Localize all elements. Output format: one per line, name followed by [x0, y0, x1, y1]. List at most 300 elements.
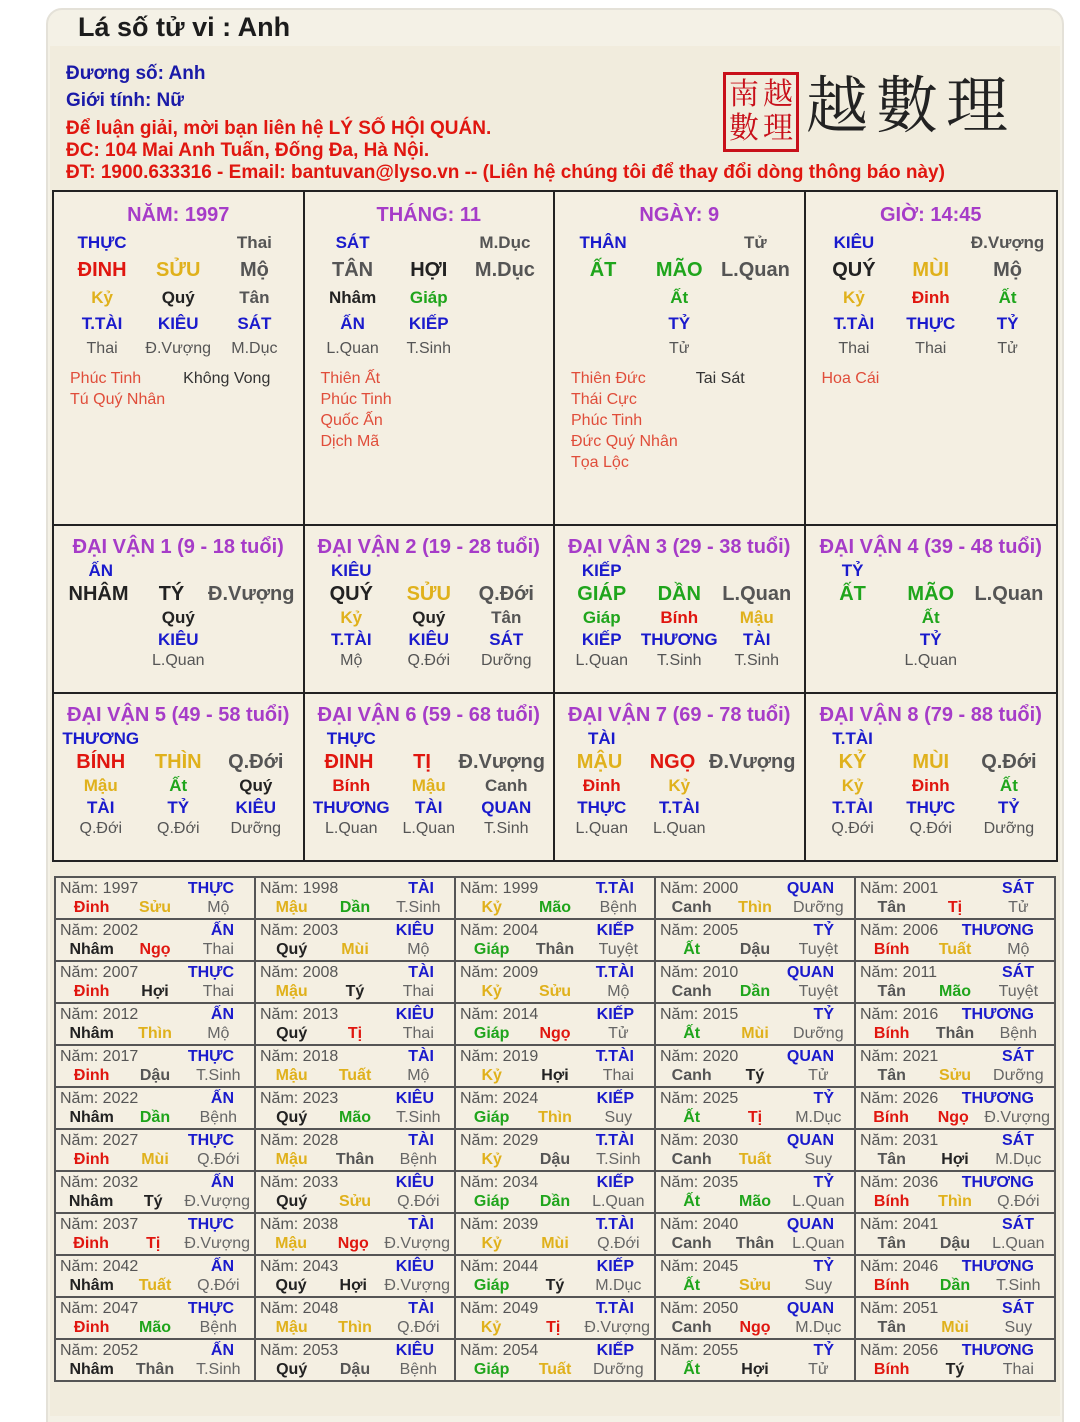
year-label: Năm: 2010: [660, 964, 739, 981]
hidden-stems-cell: Kỷ: [340, 608, 363, 627]
year-label: Năm: 2003: [260, 922, 339, 939]
life-stage-cell: Q.Đới: [79, 820, 122, 837]
hidden-ten-gods-cell: ẤN: [340, 314, 365, 333]
hidden-stems-cell: Giáp: [409, 288, 448, 307]
year-ten-god: SÁT: [1002, 880, 1034, 897]
hidden-ten-gods-cell: T.TÀI: [833, 314, 875, 333]
hidden-ten-gods-cell: THƯƠNG: [640, 630, 718, 649]
table-row: [55, 1255, 1055, 1297]
year-cell: [455, 919, 655, 961]
hidden-stems-cell: Kỷ: [91, 288, 113, 307]
dai-van-ten-god-cell: [390, 561, 468, 581]
year-life-stage: Thai: [202, 941, 234, 958]
year-branch: Tý: [345, 983, 365, 1000]
brand-calligraphy: 越數理: [806, 69, 1017, 142]
life-stage-cell: Dưỡng: [230, 820, 282, 837]
year-stem: Tân: [877, 1235, 906, 1252]
owner-name: Đương số: Anh: [66, 63, 206, 84]
dai-van-ten-god-cell: [641, 729, 719, 749]
year-cell: [655, 1045, 855, 1087]
year-branch: Mùi: [341, 941, 369, 958]
year-stem: Giáp: [473, 1361, 510, 1378]
life-stage-cell: L.Quan: [325, 820, 378, 837]
auspicious-star: Thiên Đức: [571, 370, 646, 387]
year-label: Năm: 2008: [260, 964, 339, 981]
hidden-stems-cell: Ất: [670, 288, 689, 307]
year-branch: Dần: [539, 1193, 571, 1210]
year-branch: Tuất: [138, 1277, 172, 1294]
year-ten-god: SÁT: [1002, 964, 1034, 981]
year-label: Năm: 2043: [260, 1258, 339, 1275]
year-stem: Bính: [873, 1025, 910, 1042]
dai-van-ten-god-cell: TÀI: [588, 729, 616, 748]
pillar-ten-god: [64, 233, 293, 253]
year-life-stage: Bệnh: [999, 1025, 1037, 1042]
dai-van-stem-branch-cell: L.Quan: [974, 583, 1044, 605]
life-stage-cell: Q.Đới: [157, 820, 200, 837]
year-ten-god: KIẾP: [596, 1258, 634, 1275]
year-life-stage: L.Quan: [792, 1235, 845, 1252]
pillar-stem-branch-cell: QUÝ: [832, 259, 876, 281]
hidden-ten-gods-cell: [717, 314, 793, 334]
year-cell: [855, 1171, 1055, 1213]
hidden-ten-gods-cell: TÀI: [415, 798, 443, 817]
year-life-stage: Bệnh: [199, 1319, 237, 1336]
year-ten-god: TỶ: [813, 1342, 834, 1359]
other-star: Không Vong: [183, 370, 271, 387]
life-stage-cell: T.Sinh: [484, 820, 529, 837]
year-cell: [855, 877, 1055, 919]
hidden-ten-gods-cell: QUAN: [481, 798, 532, 817]
year-life-stage: M.Dục: [795, 1319, 842, 1336]
pillar-ten-god: [315, 233, 544, 253]
life-stage-cell: L.Quan: [575, 652, 628, 669]
year-ten-god: SÁT: [1002, 1048, 1034, 1065]
dai-van-ten-god: [563, 729, 796, 749]
hidden-stems-cell: Giáp: [582, 608, 621, 627]
pillar-ten-god-cell: Thai: [236, 233, 272, 252]
year-life-stage: Q.Đới: [397, 1193, 440, 1210]
dai-van-stem-branch: [313, 751, 546, 774]
hidden-stems: [563, 776, 796, 796]
year-branch: Thân: [335, 1151, 375, 1168]
year-cell: [455, 1129, 655, 1171]
year-branch: Mão: [738, 1193, 771, 1210]
life-stage: [816, 340, 1047, 358]
year-branch: Ngọ: [739, 1319, 771, 1336]
year-label: Năm: 2011: [860, 964, 938, 981]
year-branch: Sửu: [138, 899, 171, 916]
life-stage-cell: [970, 652, 1048, 670]
pillar-stem-branch-cell: Mộ: [239, 259, 269, 281]
hidden-ten-gods-cell: KIÊU: [235, 798, 277, 817]
year-cell: [455, 1045, 655, 1087]
pillar-ten-god: [816, 233, 1047, 253]
life-stage-cell: [718, 820, 796, 838]
dai-van-stem-branch-cell: GIÁP: [577, 583, 627, 605]
year-stem: Đinh: [73, 1235, 109, 1252]
year-label: Năm: 2004: [460, 922, 539, 939]
star-list: [816, 368, 1047, 389]
hidden-stems-cell: Mậu: [83, 776, 118, 795]
dai-van-ten-god-cell: [140, 561, 218, 581]
life-stage: [814, 820, 1049, 838]
year-ten-god: THƯƠNG: [961, 1258, 1034, 1275]
year-cell: [255, 1255, 455, 1297]
dai-van-title: ĐẠI VẬN 8 (79 - 88 tuổi): [819, 704, 1042, 726]
year-life-stage: Suy: [1004, 1319, 1033, 1336]
dai-van-stem-branch-cell: MÃO: [907, 583, 955, 605]
year-label: Năm: 2030: [660, 1132, 739, 1149]
life-stage: [62, 652, 295, 670]
year-life-stage: Mộ: [407, 941, 430, 958]
dai-van-stem-branch-cell: NHÂM: [68, 583, 129, 605]
year-cell: [455, 1255, 655, 1297]
year-ten-god: ẤN: [210, 1090, 234, 1107]
pillar-title: NĂM: 1997: [127, 204, 230, 226]
life-stage-cell: L.Quan: [904, 652, 957, 669]
hidden-ten-gods-cell: THỰC: [577, 798, 627, 817]
pillar-stem-branch-cell: MÃO: [655, 259, 703, 281]
dai-van-ten-god-cell: [217, 729, 295, 749]
table-row: [55, 961, 1055, 1003]
hidden-ten-gods-cell: TÀI: [87, 798, 115, 817]
year-stem: Bính: [873, 1109, 909, 1126]
life-stage-cell: [467, 340, 543, 358]
year-ten-god: QUAN: [786, 1216, 834, 1233]
year-branch: Thìn: [938, 1193, 972, 1210]
year-cell: [855, 1129, 1055, 1171]
year-cell: [655, 1339, 855, 1381]
hidden-ten-gods-cell: T.TÀI: [832, 798, 873, 817]
dai-van-ten-god: [62, 729, 295, 749]
pillar-stem-branch-cell: MÙI: [912, 259, 950, 281]
year-label: Năm: 2022: [60, 1090, 139, 1107]
dai-van-stem-branch-cell: Q.Đới: [981, 751, 1037, 773]
year-cell: [55, 1129, 255, 1171]
year-branch: Ngọ: [539, 1025, 571, 1042]
hidden-ten-gods-cell: KIÊU: [157, 314, 199, 333]
year-stem: Giáp: [473, 1109, 510, 1126]
year-cell: [655, 961, 855, 1003]
year-stem: Quý: [276, 1193, 308, 1210]
life-stage-cell: M.Dục: [231, 340, 278, 357]
year-cell: [55, 1087, 255, 1129]
year-stem: Kỷ: [481, 899, 502, 916]
dai-van-stem-branch: [563, 751, 796, 774]
year-label: Năm: 2045: [660, 1258, 739, 1275]
dai-van-cell: [305, 526, 556, 692]
year-ten-god: ẤN: [210, 922, 234, 939]
pillar-stem-branch-cell: L.Quan: [720, 259, 790, 281]
year-cell: [255, 1129, 455, 1171]
life-stage: [565, 340, 794, 358]
dai-van-title: ĐẠI VẬN 7 (69 - 78 tuổi): [568, 704, 791, 726]
year-label: Năm: 2021: [860, 1048, 939, 1065]
year-label: Năm: 2024: [460, 1090, 539, 1107]
year-stem: Canh: [671, 1067, 712, 1084]
auspicious-star: Thái Cực: [571, 391, 637, 408]
hidden-ten-gods-cell: SÁT: [237, 314, 272, 333]
pillar-ten-god-cell: KIÊU: [833, 233, 875, 252]
year-branch: Sửu: [338, 1193, 371, 1210]
year-label: Năm: 2054: [460, 1342, 539, 1359]
year-life-stage: T.Sinh: [196, 1361, 241, 1378]
dai-van-ten-god-cell: [892, 729, 970, 749]
year-ten-god: QUAN: [786, 1132, 834, 1149]
year-cell: [55, 1297, 255, 1339]
year-label: Năm: 2044: [460, 1258, 539, 1275]
year-branch: Dậu: [339, 1361, 371, 1378]
year-branch: Tý: [745, 1067, 765, 1084]
year-ten-god: KIÊU: [395, 1006, 434, 1023]
hidden-stems-cell: Bính: [660, 608, 699, 627]
year-branch: Thìn: [138, 1025, 172, 1042]
year-branch: Thân: [535, 941, 575, 958]
hidden-stems: [563, 608, 796, 628]
year-ten-god: TÀI: [408, 1216, 434, 1233]
hidden-ten-gods-cell: [565, 314, 641, 334]
year-cell: [55, 1003, 255, 1045]
year-life-stage: Bệnh: [399, 1151, 437, 1168]
year-stem: Đinh: [73, 1067, 110, 1084]
hidden-stems-cell: [565, 288, 641, 308]
year-life-stage: Mộ: [607, 983, 630, 1000]
life-stage-cell: [565, 340, 641, 358]
dai-van-ten-god-cell: [718, 729, 796, 749]
pillar-ten-god: [565, 233, 794, 253]
year-ten-god: ẤN: [210, 1006, 234, 1023]
hidden-stems-cell: [970, 608, 1048, 628]
year-cell: [55, 1213, 255, 1255]
year-ten-god: KIÊU: [395, 1090, 434, 1107]
table-row: [55, 1213, 1055, 1255]
hidden-ten-gods: [563, 630, 796, 650]
year-branch: Hợi: [339, 1277, 367, 1294]
dai-van-stem-branch-cell: DẦN: [657, 583, 701, 605]
dai-van-stem-branch: [313, 583, 546, 606]
hidden-stems-cell: Nhâm: [328, 288, 377, 307]
year-label: Năm: 2050: [660, 1300, 739, 1317]
year-ten-god: THỰC: [187, 964, 234, 981]
year-label: Năm: 2040: [660, 1216, 739, 1233]
year-life-stage: Tử: [608, 1025, 629, 1042]
dai-van-row-1: [52, 526, 1058, 694]
pillar-cell: [305, 192, 556, 524]
year-ten-god: SÁT: [1002, 1216, 1034, 1233]
year-life-stage: M.Dục: [795, 1109, 842, 1126]
pillar-ten-god-cell: THÂN: [579, 233, 627, 252]
year-ten-god: KIẾP: [596, 922, 634, 939]
life-stage: [62, 820, 295, 838]
year-life-stage: Q.Đới: [997, 1193, 1040, 1210]
dai-van-stem-branch-cell: QUÝ: [329, 583, 373, 605]
dai-van-stem-branch-cell: BÍNH: [76, 751, 126, 773]
hidden-stems: [814, 776, 1049, 796]
year-ten-god: THỰC: [187, 1216, 234, 1233]
life-stage-cell: L.Quan: [326, 340, 379, 357]
year-cell: [655, 1087, 855, 1129]
dai-van-cell: [54, 694, 305, 860]
year-life-stage: Tử: [1008, 899, 1029, 916]
year-life-stage: M.Dục: [995, 1151, 1042, 1168]
pillar-ten-god-cell: SÁT: [335, 233, 370, 252]
year-cell: [255, 1339, 455, 1381]
year-stem: Đinh: [73, 1151, 110, 1168]
year-label: Năm: 2015: [660, 1006, 739, 1023]
hidden-ten-gods-cell: SÁT: [489, 630, 524, 649]
year-life-stage: Q.Đới: [197, 1277, 240, 1294]
dai-van-ten-god-cell: [390, 729, 468, 749]
auspicious-star: Phúc Tinh: [320, 391, 392, 408]
year-branch: Sửu: [738, 1277, 771, 1294]
year-label: Năm: 2039: [460, 1216, 539, 1233]
hidden-stems-cell: Quý: [161, 288, 195, 307]
year-ten-god: KIẾP: [596, 1090, 634, 1107]
year-ten-god: THỰC: [187, 880, 234, 897]
year-stem: Giáp: [473, 941, 510, 958]
year-label: Năm: 2048: [260, 1300, 339, 1317]
year-branch: Ngọ: [337, 1235, 369, 1252]
pillar-ten-god-cell: [641, 233, 717, 253]
year-label: Năm: 2035: [660, 1174, 739, 1191]
dai-van-ten-god: [62, 561, 295, 581]
dai-van-stem-branch-cell: THÌN: [154, 751, 202, 773]
life-stage-cell: [814, 652, 892, 670]
year-life-stage: T.Sinh: [396, 899, 441, 916]
year-ten-god: ẤN: [210, 1342, 234, 1359]
year-branch: Tị: [146, 1235, 161, 1252]
dai-van-cell: [806, 526, 1057, 692]
life-stage-cell: Q.Đới: [831, 820, 874, 837]
year-life-stage: Tuyệt: [798, 983, 839, 1000]
hidden-ten-gods-cell: [814, 630, 892, 650]
year-branch: Thìn: [738, 899, 772, 916]
year-stem: Đinh: [73, 899, 110, 916]
year-ten-god: ẤN: [210, 1174, 234, 1191]
dai-van-ten-god-cell: THỰC: [326, 729, 376, 748]
hidden-stems: [64, 288, 293, 308]
year-cell: [455, 1171, 655, 1213]
hidden-ten-gods: [563, 798, 796, 818]
year-cell: [655, 877, 855, 919]
year-ten-god: TỶ: [813, 1006, 834, 1023]
pillar-ten-god-cell: Tử: [744, 233, 767, 252]
year-label: Năm: 2016: [860, 1006, 939, 1023]
year-stem: Bính: [873, 1277, 910, 1294]
life-stage-cell: L.Quan: [653, 820, 706, 837]
year-life-stage: Đ.Vượng: [184, 1235, 250, 1252]
year-cell: [55, 1171, 255, 1213]
pillar-stem-branch-cell: Mộ: [993, 259, 1023, 281]
hidden-ten-gods-cell: [467, 314, 543, 334]
pillar-stem-branch: [315, 259, 544, 282]
life-stage-cell: Mộ: [340, 652, 363, 669]
pillar-stem-branch-cell: HỢI: [410, 259, 448, 281]
year-label: Năm: 2018: [260, 1048, 339, 1065]
year-ten-god: QUAN: [786, 1300, 834, 1317]
year-stem: Ất: [683, 1025, 701, 1042]
year-life-stage: Dưỡng: [593, 1361, 644, 1378]
year-life-stage: Mộ: [207, 1025, 230, 1042]
year-stem: Canh: [671, 1235, 712, 1252]
year-stem: Nhâm: [69, 1361, 114, 1378]
auspicious-star: Phúc Tinh: [70, 370, 142, 387]
year-stem: Kỷ: [480, 1319, 502, 1336]
hidden-stems-cell: Kỷ: [843, 288, 865, 307]
year-cell: [255, 961, 455, 1003]
year-branch: Tý: [143, 1193, 163, 1210]
dai-van-ten-god-cell: KIẾP: [581, 561, 622, 580]
year-stem: Bính: [873, 1193, 910, 1210]
hidden-stems: [814, 608, 1049, 628]
auspicious-star: Đức Quý Nhân: [571, 433, 678, 450]
year-cell: [255, 1087, 455, 1129]
life-stage: [313, 652, 546, 670]
year-label: Năm: 2000: [660, 880, 739, 897]
life-stage: [313, 820, 546, 838]
hidden-stems: [816, 288, 1047, 308]
year-ten-god: THƯƠNG: [961, 1090, 1034, 1107]
table-row: [55, 1339, 1055, 1381]
year-label: Năm: 2013: [260, 1006, 339, 1023]
table-row: [55, 919, 1055, 961]
year-cell: [855, 1087, 1055, 1129]
year-branch: Dậu: [539, 1151, 571, 1168]
hidden-stems-cell: Tân: [491, 608, 522, 627]
dai-van-title: ĐẠI VẬN 1 (9 - 18 tuổi): [72, 536, 284, 558]
pillar-title: THÁNG: 11: [376, 204, 481, 226]
year-life-stage: T.Sinh: [396, 1109, 441, 1126]
year-ten-god: QUAN: [786, 880, 834, 897]
auspicious-star: Thiên Ất: [320, 370, 381, 387]
pillar-ten-god-cell: [892, 233, 969, 253]
year-branch: Thân: [135, 1361, 175, 1378]
year-cell: [255, 919, 455, 961]
year-cell: [255, 877, 455, 919]
year-branch: Tuất: [938, 941, 972, 958]
hidden-stems-cell: Quý: [412, 608, 446, 627]
dai-van-ten-god-cell: [468, 729, 546, 749]
dai-van-stem-branch-cell: ĐINH: [324, 751, 374, 773]
dai-van-stem-branch: [62, 751, 295, 774]
dai-van-cell: [54, 526, 305, 692]
pillar-stem-branch-cell: ĐINH: [77, 259, 127, 281]
year-cell: [855, 1045, 1055, 1087]
hidden-stems-cell: Quý: [239, 776, 273, 795]
year-life-stage: T.Sinh: [196, 1067, 241, 1084]
year-life-stage: L.Quan: [792, 1193, 845, 1210]
pillar-stem-branch: [565, 259, 794, 282]
life-stage-cell: [62, 652, 140, 670]
hidden-ten-gods-cell: KIẾP: [581, 630, 622, 649]
auspicious-star: Tọa Lộc: [571, 454, 629, 471]
dai-van-cell: [555, 694, 806, 860]
year-cell: [855, 1297, 1055, 1339]
year-ten-god: QUAN: [786, 964, 834, 981]
dai-van-stem-branch-cell: ẤT: [839, 583, 866, 605]
dai-van-title: ĐẠI VẬN 2 (19 - 28 tuổi): [317, 536, 540, 558]
year-label: Năm: 2023: [260, 1090, 339, 1107]
hidden-ten-gods: [816, 314, 1047, 334]
dai-van-ten-god-cell: KIÊU: [330, 561, 372, 580]
life-stage-cell: T.Sinh: [406, 340, 451, 357]
year-ten-god: KIÊU: [395, 1258, 434, 1275]
year-branch: Tuất: [538, 1361, 572, 1378]
year-ten-god: THƯƠNG: [961, 922, 1034, 939]
year-label: Năm: 2049: [460, 1300, 539, 1317]
dai-van-stem-branch-cell: KỶ: [838, 751, 867, 773]
